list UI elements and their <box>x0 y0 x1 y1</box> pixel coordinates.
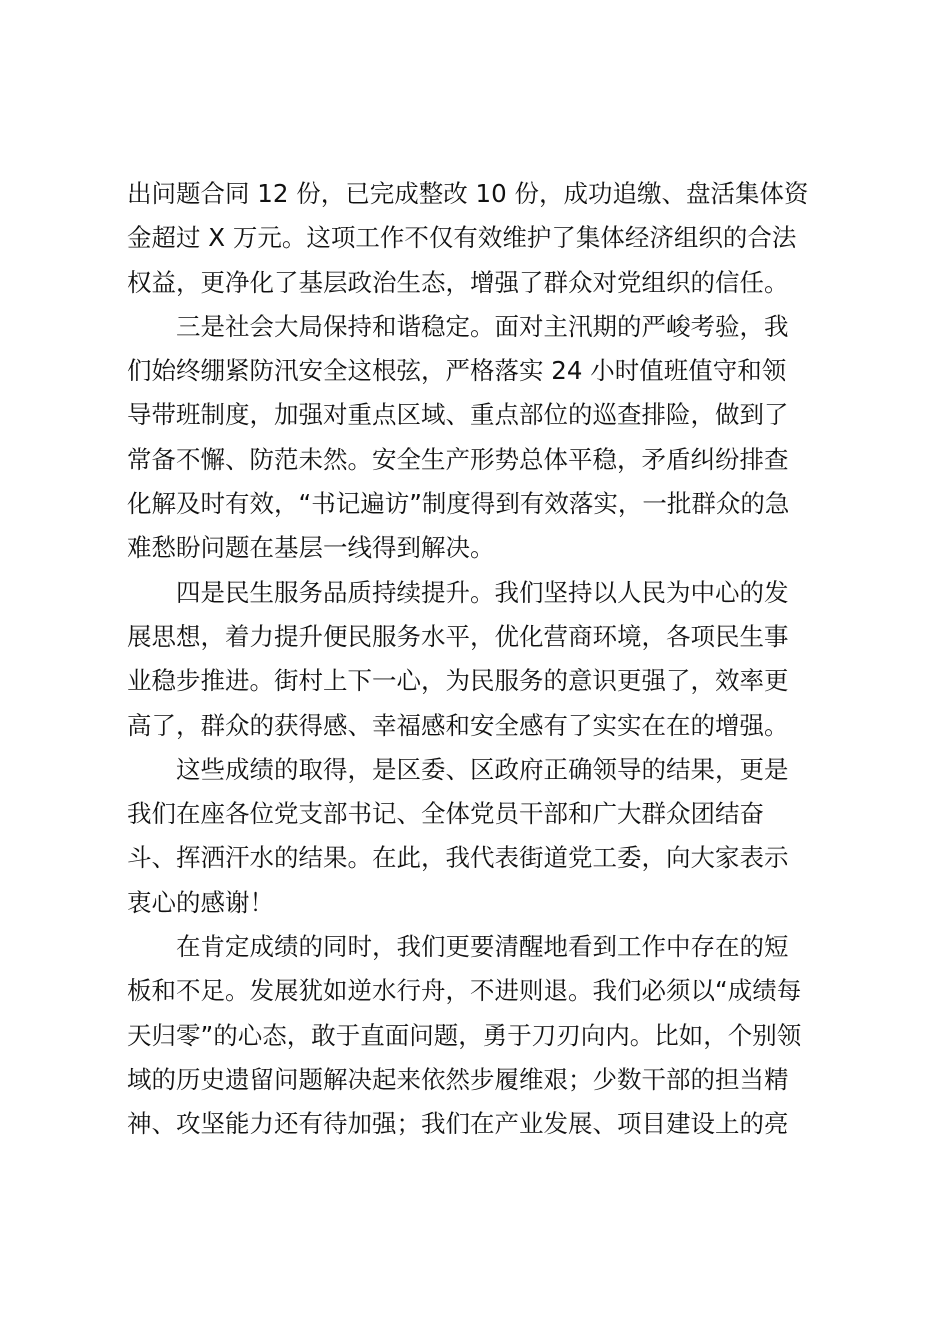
text-line: 这些成绩的取得，是区委、区政府正确领导的结果，更是 <box>127 754 789 784</box>
text-line: 板和不足。发展犹如逆水行舟，不进则退。我们必须以“成绩每 <box>127 976 802 1006</box>
text-line: 天归零”的心态，敢于直面问题，勇于刀刃向内。比如，个别领 <box>127 1020 802 1050</box>
text-line: 难愁盼问题在基层一线得到解决。 <box>127 533 495 563</box>
text-line: 出问题合同 12 份，已完成整改 10 份，成功追缴、盘活集体资 <box>127 179 809 208</box>
text-line: 导带班制度，加强对重点区域、重点部位的巡查排险，做到了 <box>127 400 789 430</box>
text-line: 域的历史遗留问题解决起来依然步履维艰；少数干部的担当精 <box>127 1064 789 1094</box>
text-line: 们始终绷紧防汛安全这根弦，严格落实 24 小时值班值守和领 <box>127 356 787 386</box>
text-line: 神、攻坚能力还有待加强；我们在产业发展、项目建设上的亮 <box>127 1109 789 1139</box>
text-line: 四是民生服务品质持续提升。我们坚持以人民为中心的发 <box>127 577 789 607</box>
body-text <box>127 172 832 1147</box>
text-line: 金超过 X 万元。这项工作不仅有效维护了集体经济组织的合法 <box>127 223 797 253</box>
text-line: 权益，更净化了基层政治生态，增强了群众对党组织的信任。 <box>127 267 789 297</box>
text-line: 展思想，着力提升便民服务水平，优化营商环境，各项民生事 <box>127 621 789 651</box>
text-line: 在肯定成绩的同时，我们更要清醒地看到工作中存在的短 <box>127 932 789 962</box>
text-line: 高了，群众的获得感、幸福感和安全感有了实实在在的增强。 <box>127 710 789 740</box>
text-line: 衷心的感谢！ <box>127 887 274 917</box>
text-line: 三是社会大局保持和谐稳定。面对主汛期的严峻考验，我 <box>127 311 789 341</box>
text-line: 我们在座各位党支部书记、全体党员干部和广大群众团结奋 <box>127 799 764 829</box>
text-line: 化解及时有效，“书记遍访”制度得到有效落实，一批群众的急 <box>127 489 790 519</box>
text-line: 业稳步推进。街村上下一心，为民服务的意识更强了，效率更 <box>127 666 789 696</box>
text-line: 斗、挥洒汗水的结果。在此，我代表街道党工委，向大家表示 <box>127 843 789 873</box>
text-line: 常备不懈、防范未然。安全生产形势总体平稳，矛盾纠纷排查 <box>127 444 789 474</box>
